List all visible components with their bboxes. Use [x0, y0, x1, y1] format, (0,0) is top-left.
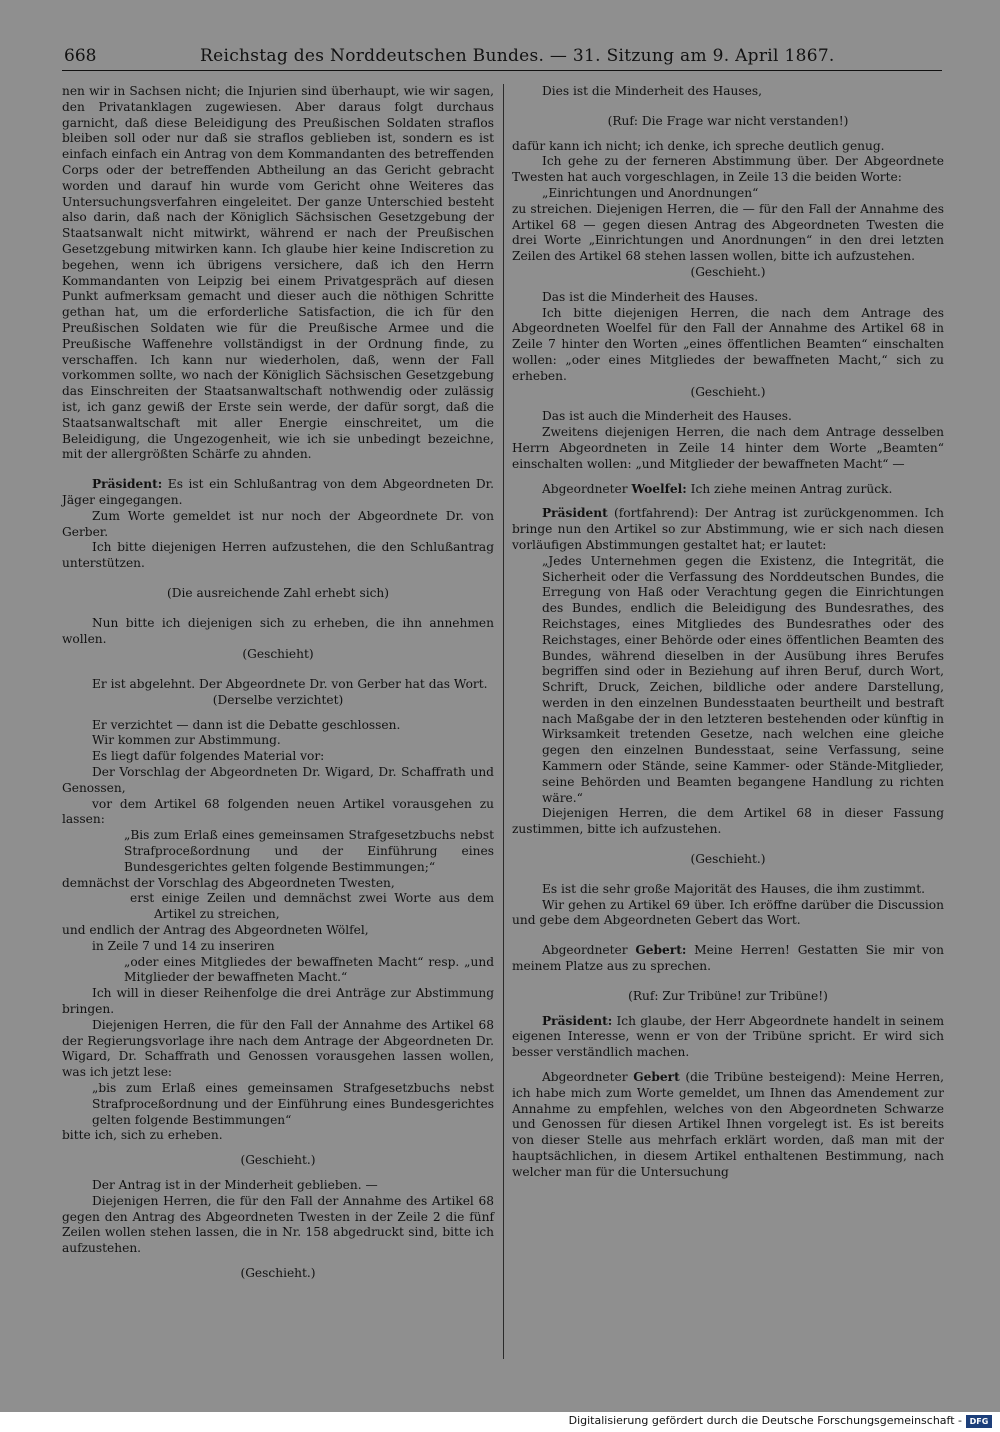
speaker-name: Woelfel:	[631, 481, 687, 496]
speaker-name: Präsident:	[542, 1013, 613, 1028]
paragraph: Das ist auch die Minderheit des Hauses.	[542, 409, 792, 424]
paragraph: Diejenigen Herren, die für den Fall der Annahme des Artikel 68 gegen den Antrag des Abgeordneten Twesten in der Zeile 2 die fünf Zeilen wollen stehen lassen, die in Nr. 158 abgedruckt sind, bitte ich aufzustehen.	[62, 1193, 494, 1256]
paragraph: vor dem Artikel 68 folgenden neuen Artikel vorausgehen zu lassen:	[62, 796, 494, 827]
paragraph: Ich bitte diejenigen Herren aufzustehen, die den Schlußantrag unterstützen.	[62, 540, 494, 571]
stage-direction: (Geschieht.)	[240, 1153, 316, 1168]
quoted-text: „Jedes Unternehmen gegen die Existenz, die Integrität, die Sicherheit oder die Verfassung des Norddeutschen Bundes, die Erregung von Haß oder Verachtung gegen die Einrichtungen des Bundes, endlich die Beleidigung des Bundesrathes, des Reichstages, eines Mitgliedes des Bundesrathes oder des Reichstages, einer Behörde oder eines öffentlichen Beamten des Bundes, während dieselben in der Ausübung ihres Berufes begriffen sind oder in Beziehung auf ihren Beruf, durch Wort, Schrift, Druck, Zeichen, bildliche oder andere Darstellung, werden in den einzelnen Bundesstaaten beurtheilt und bestraft nach Maßgabe der in den letzteren bestehenden oder künftig in Wirksamkeit tretenden Gesetze, nach welchen eine gleiche gegen den einzelnen Bundesstaat, seine Verfassung, seine Kammern oder Stände, seine Kammer- oder Stände-Mitglieder, seine Behörden und Beamten begangene Handlung zu richten wäre.“	[542, 553, 944, 805]
page-number: 668	[64, 46, 97, 66]
stage-direction: (Geschieht)	[242, 647, 314, 662]
paragraph: nen wir in Sachsen nicht; die Injurien sind überhaupt, wie wir sagen, den Privatanklagen zugewiesen. Aber daraus folgt durchaus garnicht, daß diese Beleidigung des Preußischen Soldaten straflos bleiben soll oder nur daß sie straflos geblieben ist, sondern es ist einfach einfach ein Antrag von dem Kommandanten des betreffenden Corps oder der betreffenden Abtheilung an das Gericht gebracht worden und darauf hin wurde vom Gericht ohne Weiteres das Untersuchungsverfahren eingeleitet. Der ganze Unterschied besteht also darin, daß nach der Königlich Sächsischen Gesetzgebung der Staatsanwalt nicht mitwirkt, während er nach der Preußischen Gesetzgebung mitwirken kann. Ich glaube hier keine Indiscretion zu begehen, wenn ich übrigens versichere, daß ich den Herrn Kommandanten von Leipzig bei einem Privatgespräch auf diesen Punkt aufmerksam gemacht und dieser auch die nöthigen Schritte gethan hat, um die erforderliche Satisfaction, die ich für den Preußischen Soldaten wie für die Preußische Armee und die Preußische Waffenehre vollständigst in der Ordnung finde, zu verschaffen. Ich kann nur wiederholen, daß, wenn der Fall vorkommen sollte, wo nach der Königlich Sächsischen Gesetzgebung das Einschreiten der Staatsanwaltschaft nothwendig oder zulässig ist, ich ganz gewiß der Erste sein werde, der dafür sorgt, daß die Staatsanwaltschaft mit aller Energie einschreitet, um die Beleidigung, die Ungezogenheit, wie ich sie unbedingt bezeichne, mit der allergrößten Schärfe zu ahnden.	[62, 84, 494, 462]
paragraph: Es liegt dafür folgendes Material vor:	[92, 749, 325, 764]
paragraph: Diejenigen Herren, die dem Artikel 68 in dieser Fassung zustimmen, bitte ich aufzustehen.	[512, 806, 944, 837]
stage-direction: (Ruf: Die Frage war nicht verstanden!)	[607, 113, 849, 128]
paragraph: Es ist die sehr große Majorität des Hauses, die ihm zustimmt.	[542, 881, 925, 896]
digitization-footer	[0, 1412, 1000, 1432]
stage-direction: (Geschieht.)	[690, 852, 766, 867]
paragraph: Präsident: Es ist ein Schlußantrag von dem Abgeordneten Dr. Jäger eingegangen.	[62, 477, 494, 507]
quoted-text: „oder eines Mitgliedes der bewaffneten Macht“ resp. „und Mitglieder der bewaffneten Macht.“	[124, 954, 494, 985]
stage-direction: (Die ausreichende Zahl erhebt sich)	[166, 585, 390, 600]
paragraph: Nun bitte ich diejenigen sich zu erheben, die ihn annehmen wollen.	[62, 615, 494, 646]
dfg-logo: DFG	[966, 1415, 992, 1428]
quoted-text: „bis zum Erlaß eines gemeinsamen Strafgesetzbuchs nebst Strafproceßordnung und der Einführung eines Bundesgerichtes gelten folgende Bestimmungen“	[92, 1081, 494, 1127]
paragraph: Diejenigen Herren, die für den Fall der Annahme des Artikel 68 der Regierungsvorlage ihre nach dem Antrage der Abgeordneten Dr. Wigard, Dr. Schaffrath und Genossen vorausgehen lassen wollen, was ich jetzt lese:	[62, 1017, 494, 1080]
paragraph: bitte ich, sich zu erheben.	[62, 1128, 223, 1143]
right-column	[512, 84, 944, 1181]
quoted-text: in Zeile 7 und 14 zu inseriren	[92, 938, 275, 953]
paragraph: zu streichen. Diejenigen Herren, die — für den Fall der Annahme des Artikel 68 — gegen diesen Antrag des Abgeordneten Twesten die drei Worte „Einrichtungen und Anordnungen“ in den drei letzten Zeilen des Artikel 68 stehen lassen wollen, bitte ich aufzustehen.	[512, 201, 944, 264]
paragraph: Wir gehen zu Artikel 69 über. Ich eröffne darüber die Discussion und gebe dem Abgeordneten Gebert das Wort.	[512, 897, 944, 928]
speaker-name: Präsident:	[92, 477, 163, 492]
paragraph: Abgeordneter Woelfel: Ich ziehe meinen Antrag zurück.	[542, 481, 893, 496]
paragraph: Präsident (fortfahrend): Der Antrag ist zurückgenommen. Ich bringe nun den Artikel so zur Abstimmung, wie er sich nach diesen vorläufigen Abstimmungen gestaltet hat; er lautet:	[512, 506, 944, 552]
column-divider	[503, 84, 504, 1359]
paragraph: Ich gehe zu der ferneren Abstimmung über. Der Abgeordnete Twesten hat auch vorgeschlagen, in Zeile 13 die beiden Worte:	[512, 154, 944, 185]
stage-direction: (Geschieht.)	[690, 264, 766, 279]
paragraph: Er ist abgelehnt. Der Abgeordnete Dr. von Gerber hat das Wort.	[92, 677, 488, 692]
speaker-name: Gebert:	[635, 943, 687, 958]
paragraph: Ich bitte diejenigen Herren, die nach dem Antrage des Abgeordneten Woelfel für den Fall der Annahme des Artikel 68 in Zeile 7 hinter den Worten „eines öffentlichen Beamten“ einschalten wollen: „oder eines Mitgliedes der bewaffneten Macht,“ sich zu erheben.	[512, 305, 944, 383]
quoted-text: „Bis zum Erlaß eines gemeinsamen Strafgesetzbuchs nebst Strafproceßordnung und der Einführung eines Bundesgerichtes gelten folgende Bestimmungen;“	[124, 828, 494, 874]
paragraph: Dies ist die Minderheit des Hauses,	[542, 84, 762, 98]
paragraph: Ich will in dieser Reihenfolge die drei Anträge zur Abstimmung bringen.	[62, 986, 494, 1017]
paragraph: dafür kann ich nicht; ich denke, ich spreche deutlich genug.	[512, 138, 885, 153]
paragraph: Wir kommen zur Abstimmung.	[92, 733, 281, 748]
paragraph: Zweitens diejenigen Herren, die nach dem Antrage desselben Herrn Abgeordneten in Zeile 14 hinter dem Worte „Beamten“ einschalten wollen: „und Mitglieder der bewaffneten Macht“ —	[512, 425, 944, 471]
paragraph: Das ist die Minderheit des Hauses.	[542, 289, 759, 304]
paragraph: Abgeordneter Gebert (die Tribüne besteigend): Meine Herren, ich habe mich zum Worte gemeldet, um Ihnen das Amendement zur Annahme zu empfehlen, welches von den Abgeordneten Schwarze und Genossen für diesen Artikel Ihnen vorgelegt ist. Es ist bereits von dieser Stelle aus mehrfach erklärt worden, daß man mit der hauptsächlichen, in diesem Artikel enthaltenen Bestimmung, nach welcher man für die Untersuchung	[512, 1070, 944, 1179]
stage-direction: (Ruf: Zur Tribüne! zur Tribüne!)	[628, 988, 828, 1003]
speaker-name: Präsident	[542, 506, 608, 521]
running-title: Reichstag des Norddeutschen Bundes. — 31. Sitzung am 9. April 1867.	[200, 46, 835, 66]
paragraph: Der Vorschlag der Abgeordneten Dr. Wigard, Dr. Schaffrath und Genossen,	[62, 765, 494, 795]
paragraph: Er verzichtet — dann ist die Debatte geschlossen.	[92, 717, 401, 732]
funding-credit: Digitalisierung gefördert durch die Deutsche Forschungsgemeinschaft -	[568, 1414, 962, 1427]
paragraph: Abgeordneter Gebert: Meine Herren! Gestatten Sie mir von meinem Platze aus zu sprechen.	[512, 943, 944, 974]
speaker-name: Gebert	[633, 1070, 680, 1085]
paragraph: Präsident: Ich glaube, der Herr Abgeordnete handelt in seinem eigenen Interesse, wenn er von der Tribüne spricht. Er wird sich besser verständlich machen.	[512, 1013, 944, 1060]
paragraph: demnächst der Vorschlag des Abgeordneten Twesten,	[62, 875, 395, 890]
stage-direction: (Geschieht.)	[690, 384, 766, 399]
paragraph: und endlich der Antrag des Abgeordneten Wölfel,	[62, 923, 369, 938]
quoted-text: erst einige Zeilen und demnächst zwei Worte aus dem Artikel zu streichen,	[130, 891, 494, 922]
paragraph: Der Antrag ist in der Minderheit geblieben. —	[92, 1178, 378, 1192]
left-column	[62, 84, 494, 1282]
stage-direction: (Geschieht.)	[240, 1265, 316, 1280]
quoted-text: „Einrichtungen und Anordnungen“	[542, 185, 759, 200]
paragraph: Zum Worte gemeldet ist nur noch der Abgeordnete Dr. von Gerber.	[62, 508, 494, 539]
stage-direction: (Derselbe verzichtet)	[212, 692, 344, 707]
page-header	[62, 44, 942, 71]
